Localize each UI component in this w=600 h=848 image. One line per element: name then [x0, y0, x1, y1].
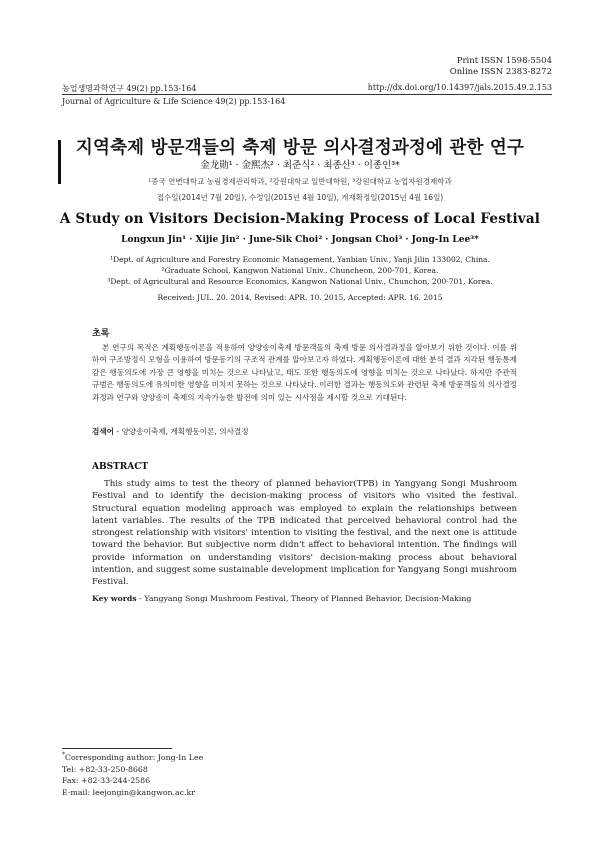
issn-print: Print ISSN 1598-5504: [456, 56, 552, 66]
keywords-en-values: - Yangyang Songi Mushroom Festival, Theory of Planned Behavior, Decision-Making: [136, 594, 472, 603]
paper-title-en: A Study on Visitors Decision-Making Process of Local Festival: [59, 211, 541, 227]
dates-en: Received: JUL. 20. 2014, Revised: APR. 10. 2015, Accepted: APR. 16. 2015: [157, 293, 443, 302]
journal-name-ko: 농업생명과학연구 49(2) pp.153-164: [62, 84, 197, 93]
corresponding-author: *Corresponding author: Jong-In Lee: [62, 751, 204, 762]
header-divider: [62, 94, 552, 95]
affiliation-en-2: ²Graduate School, Kangwon National Univ., Chuncheon, 200-701, Korea.: [161, 266, 439, 275]
journal-name-en: Journal of Agriculture & Life Science 49(2) pp.153-164: [62, 97, 286, 106]
author-fax: Fax: +82-33-244-2586: [62, 776, 151, 786]
issn-online: Online ISSN 2383-8272: [449, 67, 552, 77]
abstract-en-text: This study aims to test the theory of planned behavior(TPB) in Yangyang Songi Mushroom Festival and to identify the decision-making process of visitors who visited the festival. Structural equation modeling approach was employed to explain the relationships between latent variables. The results of the TPB indicated that perceived behavioral control had the strongest relationship with visitors' intention to visiting the festival, and the next one is attitude toward the behavior. But subjective norm didn't affect to behavioral intention. The findings will provide information on understanding visitors' decision-making process about behavioral intention, and suggest some sustainable development implication for Yangyang Songi mushroom Festival.: [92, 479, 517, 588]
keywords-en-label: Key words: [92, 594, 137, 603]
footnote-divider: [62, 748, 172, 749]
keywords-ko-label: 검색어: [92, 427, 115, 436]
affiliations-en: [0, 254, 600, 287]
doi-link[interactable]: http://dx.doi.org/10.14397/jals.2015.49.2.153: [367, 83, 552, 92]
abstract-ko-text: 본 연구의 목적은 계획행동이론을 적용하여 양양송이축제 방문객들의 축제 방문 의사결과정을 알아보기 위한 것이다. 이를 위하여 구조방정식 모형을 이용하여 방문동기의 구조적 관계를 알아보고자 하였다. 계획행동이론에 대한 분석 결과 지각된 행동통제감은 행동의도에 가장 큰 영향을 미치는 것으로 나타났고, 태도 또한 행동의도에 영향을 미치는 것으로 나타났다. 하지만 주관적 규범은 행동의도에 유의미한 영향을 미치지 못하는 것으로 나타났다. 이러한 결과는 행동의도와 관련된 축제 방문객들의 의사결정 과정과 연구와 양양송이 축제의 지속가능한 발전에 의미 있는 시사점을 제시할 것으로 기대된다.: [92, 343, 517, 402]
keywords-en: [92, 594, 471, 603]
footnote: [62, 752, 203, 798]
author-tel: Tel: +82-33-250-8668: [62, 764, 148, 774]
affiliation-en-1: ¹Dept. of Agriculture and Forestry Economic Management, Yanbian Univ., Yanji Jilin 133002, China.: [110, 255, 490, 264]
keywords-ko: [92, 426, 249, 437]
dates-ko: 접수일(2014년 7월 20일), 수정일(2015년 4월 10일), 게재확정일(2015년 4월 16일): [156, 193, 444, 202]
authors-en: Longxun Jin¹ · Xijie Jin² · June-Sik Choi² · Jongsan Choi³ · Jong-In Lee³*: [121, 235, 479, 245]
authors-ko: 金龙勋¹ · 金熙杰² · 최준식² · 최종산³ · 이종인³*: [200, 160, 400, 171]
keywords-ko-values: - 양양송이축제, 계획행동이론, 의사결정: [114, 427, 249, 436]
paper-title-ko: 지역축제 방문객들의 축제 방문 의사결정과정에 관한 연구: [75, 138, 525, 158]
abstract-en-heading: ABSTRACT: [92, 462, 149, 472]
issn-block: [450, 56, 552, 78]
affiliation-ko: ¹중국 연변대학교 농림경제관리학과, ²강원대학교 일반대학원, ³강원대학교 농업자원경제학과: [148, 177, 452, 186]
affiliation-en-3: ³Dept. of Agricultural and Resource Economics, Kangwon National Univ., Chunchon, 200-701, Korea.: [107, 277, 493, 286]
author-email[interactable]: E-mail: leejongin@kangwon.ac.kr: [62, 787, 195, 797]
abstract-ko-heading: 초록: [92, 329, 110, 339]
